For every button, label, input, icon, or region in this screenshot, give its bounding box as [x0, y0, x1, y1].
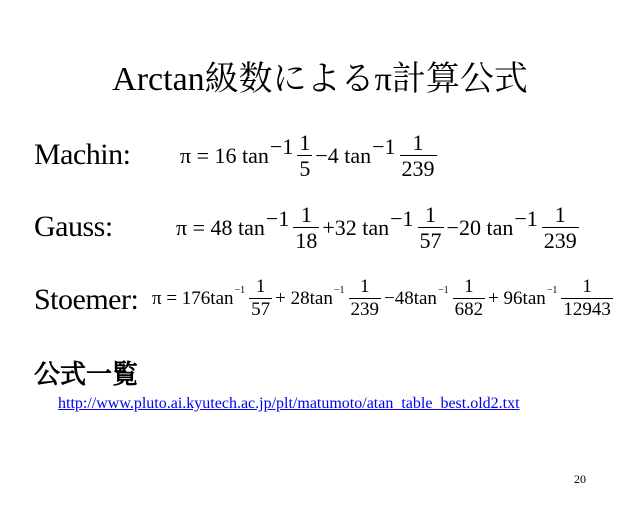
denominator: 12943	[563, 299, 611, 320]
denominator: 239	[350, 299, 379, 320]
numerator: 1	[255, 276, 266, 297]
fraction	[297, 130, 312, 181]
exponent: −1	[514, 205, 538, 231]
denominator: 682	[454, 299, 484, 320]
formula-list-heading: 公式一覧	[34, 360, 139, 390]
term-operator: +32 tan	[322, 214, 390, 240]
formula-lhs: π = 48 tan	[176, 214, 265, 240]
fraction	[453, 276, 486, 321]
exponent: −1	[269, 133, 294, 159]
numerator: 1	[299, 130, 311, 155]
fraction	[561, 276, 613, 321]
term-operator: −20 tan	[446, 214, 514, 240]
exponent: −1	[234, 284, 246, 296]
numerator: 1	[554, 202, 566, 227]
term-operator: −4 tan	[315, 142, 372, 168]
numerator: 1	[425, 202, 437, 227]
exponent: −1	[265, 205, 290, 231]
formula-table-link[interactable]: http://www.pluto.ai.kyutech.ac.jp/plt/matumoto/atan_table_best.old2.txt	[58, 395, 520, 412]
formula-name-stoemer: Stoemer:	[34, 283, 139, 316]
fraction	[293, 202, 319, 253]
numerator: 1	[300, 202, 312, 227]
term-operator: + 96tan	[488, 287, 546, 309]
exponent: −1	[333, 284, 345, 296]
slide-title: Arctan級数によるπ計算公式	[112, 61, 528, 98]
formula-name-machin: Machin:	[34, 138, 131, 171]
denominator: 5	[299, 156, 311, 181]
formula-lhs: π = 16 tan	[180, 142, 269, 168]
denominator: 57	[251, 299, 271, 320]
denominator: 18	[295, 228, 318, 253]
fraction	[418, 202, 444, 253]
exponent: −1	[546, 284, 558, 296]
numerator: 1	[464, 276, 474, 297]
term-operator: −48tan	[384, 287, 437, 309]
numerator: 1	[412, 130, 424, 155]
formula-stoemer	[152, 276, 616, 321]
denominator: 239	[543, 228, 577, 253]
exponent: −1	[390, 205, 414, 231]
formula-machin	[180, 130, 440, 181]
fraction	[542, 202, 579, 253]
formula-lhs: π = 176tan	[152, 287, 234, 309]
numerator: 1	[360, 276, 370, 297]
fraction	[349, 276, 382, 321]
numerator: 1	[582, 276, 592, 297]
fraction	[249, 276, 272, 321]
formula-gauss	[176, 202, 582, 253]
denominator: 57	[419, 228, 442, 253]
page-number: 20	[574, 472, 586, 486]
term-operator: + 28tan	[275, 287, 333, 309]
formula-name-gauss: Gauss:	[34, 210, 113, 243]
exponent: −1	[372, 133, 396, 159]
fraction	[400, 130, 437, 181]
exponent: −1	[437, 284, 449, 296]
denominator: 239	[401, 156, 435, 181]
